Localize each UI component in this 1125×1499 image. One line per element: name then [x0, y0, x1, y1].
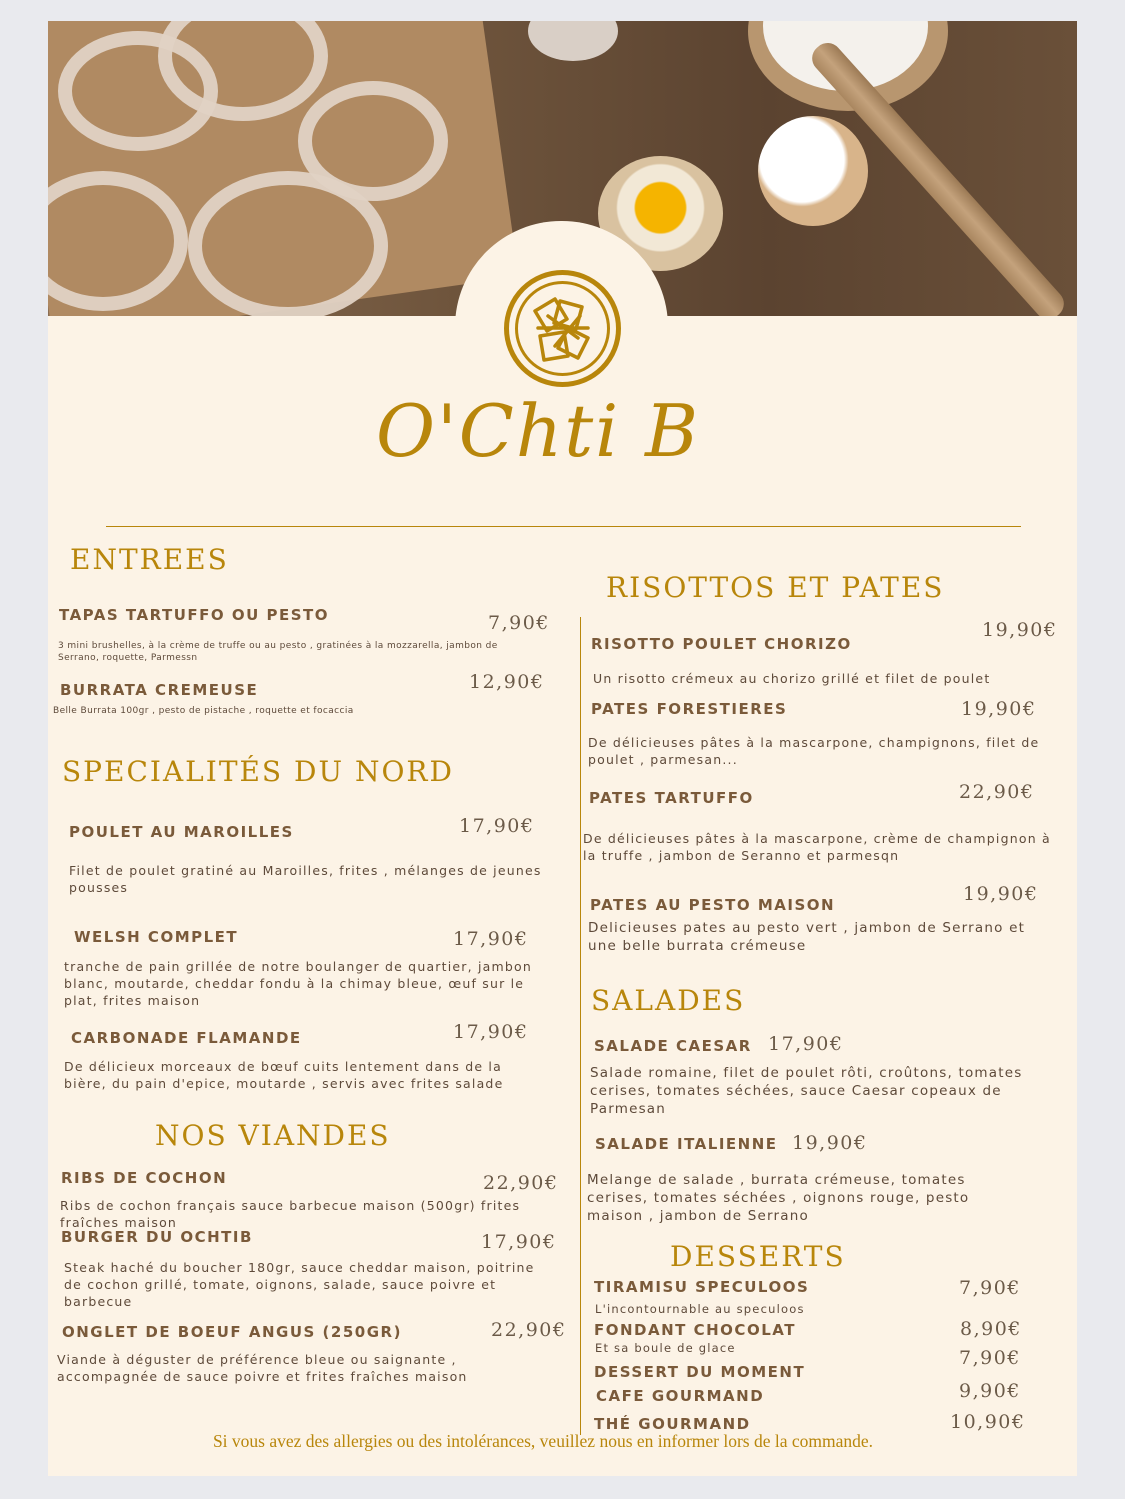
item-price: 17,90€	[453, 928, 529, 950]
allergy-notice: Si vous avez des allergies ou des intolérances, veuillez nous en informer lors de la commande.	[212, 1431, 874, 1451]
item-description: L'incontournable au speculoos	[595, 1302, 805, 1316]
item-name: PATES FORESTIERES	[591, 700, 788, 718]
item-name: SALADE CAESAR	[594, 1037, 752, 1055]
section-title-viandes: NOS VIANDES	[155, 1119, 391, 1152]
item-name: RISOTTO POULET CHORIZO	[591, 635, 852, 653]
item-name: BURGER DU OCHTIB	[61, 1228, 253, 1246]
item-name: TIRAMISU SPECULOOS	[594, 1278, 810, 1296]
item-price: 22,90€	[483, 1172, 559, 1194]
item-name: PATES TARTUFFO	[589, 789, 754, 807]
column-divider	[580, 617, 581, 1435]
item-description: Viande à déguster de préférence bleue ou saignante , accompagnée de sauce poivre et frites fraîches maison	[57, 1352, 468, 1384]
item-description: Filet de poulet gratiné au Maroilles, frites , mélanges de jeunes pousses	[69, 863, 542, 895]
item-price: 8,90€	[960, 1318, 1022, 1340]
item-name: WELSH COMPLET	[74, 928, 239, 946]
egg-whole	[528, 21, 618, 61]
item-name: SALADE ITALIENNE	[595, 1135, 778, 1153]
item-price: 22,90€	[959, 781, 1035, 803]
item-price: 19,90€	[982, 619, 1058, 641]
item-price: 19,90€	[792, 1132, 868, 1154]
item-price: 7,90€	[959, 1277, 1021, 1299]
section-title-salades: SALADES	[591, 984, 746, 1017]
item-price: 12,90€	[469, 671, 545, 693]
item-description: Et sa boule de glace	[595, 1341, 736, 1355]
item-price: 9,90€	[959, 1380, 1021, 1402]
item-price: 7,90€	[959, 1347, 1021, 1369]
item-price: 17,90€	[768, 1033, 844, 1055]
item-name: DESSERT DU MOMENT	[594, 1363, 806, 1381]
item-description: Salade romaine, filet de poulet rôti, croûtons, tomates cerises, tomates séchées, sauce Caesar copeaux de Parmesan	[590, 1065, 1023, 1117]
item-description: Melange de salade , burrata crémeuse, tomates cerises, tomates séchées , oignons rouge, pesto maison , jambon de Serrano	[587, 1172, 970, 1224]
item-description: Steak haché du boucher 180gr, sauce cheddar maison, poitrine de cochon grillé, tomate, oignons, salade, sauce poivre et barbecue	[64, 1260, 535, 1309]
item-name: POULET AU MAROILLES	[69, 823, 294, 841]
item-price: 17,90€	[459, 815, 535, 837]
restaurant-name: O'Chti B	[375, 389, 701, 473]
item-price: 22,90€	[491, 1319, 567, 1341]
item-price: 19,90€	[961, 698, 1037, 720]
restaurant-logo-icon	[500, 266, 625, 391]
item-name: THÉ GOURMAND	[594, 1415, 751, 1433]
egg-shell	[758, 116, 868, 226]
item-name: RIBS DE COCHON	[61, 1169, 228, 1187]
item-description: Un risotto crémeux au chorizo grillé et filet de poulet	[593, 671, 991, 686]
pasta-nest	[298, 81, 448, 201]
item-description: 3 mini brushelles, à la crème de truffe ou au pesto , gratinées à la mozzarella, jambon de Serrano, roquette, Parmessn	[58, 641, 498, 663]
item-description: Belle Burrata 100gr , pesto de pistache , roquette et focaccia	[53, 706, 354, 716]
item-description: De délicieuses pâtes à la mascarpone, champignons, filet de poulet , parmesan...	[588, 735, 1040, 767]
item-name: BURRATA CREMEUSE	[60, 681, 259, 699]
item-price: 17,90€	[453, 1021, 529, 1043]
item-price: 19,90€	[963, 883, 1039, 905]
item-name: ONGLET DE BOEUF ANGUS (250GR)	[62, 1323, 402, 1341]
item-description: De délicieuses pâtes à la mascarpone, crème de champignon à la truffe , jambon de Seranno et parmesqn	[583, 831, 1051, 863]
section-title-nord: SPECIALITÉS DU NORD	[62, 755, 454, 788]
section-title-desserts: DESSERTS	[670, 1240, 846, 1273]
item-price: 10,90€	[950, 1411, 1026, 1433]
header-divider	[106, 526, 1021, 527]
item-name: CAFE GOURMAND	[596, 1387, 765, 1405]
item-price: 17,90€	[481, 1231, 557, 1253]
section-title-risottos: RISOTTOS ET PATES	[606, 571, 945, 604]
item-name: CARBONADE FLAMANDE	[71, 1029, 302, 1047]
menu-page	[48, 21, 1077, 1476]
item-description: tranche de pain grillée de notre boulanger de quartier, jambon blanc, moutarde, cheddar fondu à la chimay bleue, œuf sur le plat, frites maison	[64, 959, 533, 1008]
item-price: 7,90€	[488, 612, 550, 634]
item-name: PATES AU PESTO MAISON	[590, 896, 836, 914]
item-description: De délicieux morceaux de bœuf cuits lentement dans de la bière, du pain d'epice, moutarde , servis avec frites salade	[64, 1059, 504, 1091]
item-name: FONDANT CHOCOLAT	[594, 1321, 796, 1339]
item-name: TAPAS TARTUFFO OU PESTO	[59, 606, 330, 624]
item-description: Ribs de cochon français sauce barbecue maison (500gr) frites fraîches maison	[60, 1198, 521, 1230]
section-title-entrees: ENTREES	[70, 543, 229, 576]
item-description: Delicieuses pates au pesto vert , jambon de Serrano et une belle burrata crémeuse	[588, 920, 1026, 954]
